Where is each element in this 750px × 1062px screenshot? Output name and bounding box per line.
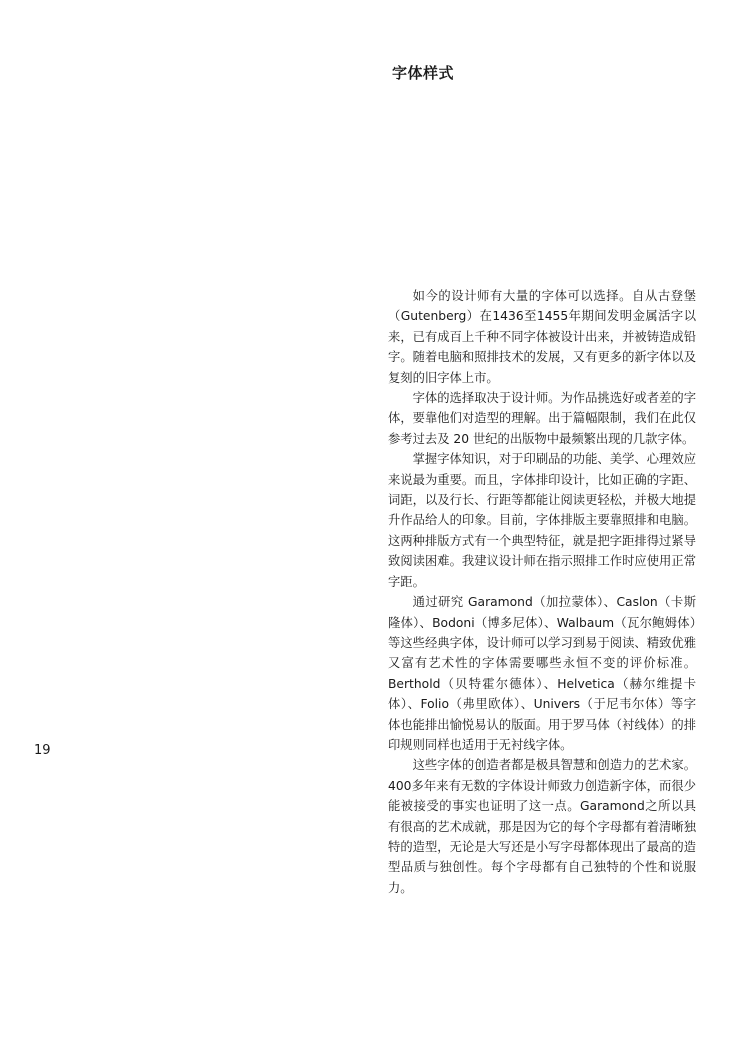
paragraph-5: 这些字体的创造者都是极具智慧和创造力的艺术家。400多年来有无数的字体设计师致力创造新字体，而很少能被接受的事实也证明了这一点。Garamond之所以具有很高的艺术成就，那是因为它的每个字母都有着清晰独特的造型，无论是大写还是小写字母都体现出了最高的造型品质与独创性。每个字母都有自己独特的个性和说服力。: [388, 758, 696, 895]
page-number: 19: [34, 743, 51, 758]
body-text: [388, 286, 696, 898]
page-title: 字体样式: [392, 64, 455, 82]
paragraph-1: 如今的设计师有大量的字体可以选择。自从古登堡（Gutenberg）在1436至1455年期间发明金属活字以来，已有成百上千种不同字体被设计出来，并被铸造成铅字。随着电脑和照排技术的发展，又有更多的新字体以及复刻的旧字体上市。: [388, 289, 696, 385]
paragraph-3: 掌握字体知识，对于印刷品的功能、美学、心理效应来说最为重要。而且，字体排印设计，比如正确的字距、词距，以及行长、行距等都能让阅读更轻松，并极大地提升作品给人的印象。目前，字体排版主要靠照排和电脑。这两种排版方式有一个典型特征，就是把字距排得过紧导致阅读困难。我建议设计师在指示照排工作时应使用正常字距。: [388, 452, 696, 589]
paragraph-2: 字体的选择取决于设计师。为作品挑选好或者差的字体，要靠他们对造型的理解。出于篇幅限制，我们在此仅参考过去及 20 世纪的出版物中最频繁出现的几款字体。: [388, 391, 696, 446]
paragraph-4: 通过研究 Garamond（加拉蒙体）、Caslon（卡斯隆体）、Bodoni（博多尼体）、Walbaum（瓦尔鲍姆体）等这些经典字体，设计师可以学习到易于阅读、精致优雅又富有艺术性的字体需要哪些永恒不变的评价标准。Berthold（贝特霍尔德体）、Helvetica（赫尔维提卡体）、Folio（弗里欧体）、Univers（于尼韦尔体）等字体也能排出愉悦易认的版面。用于罗马体（衬线体）的排印规则同样也适用于无衬线字体。: [388, 595, 696, 752]
